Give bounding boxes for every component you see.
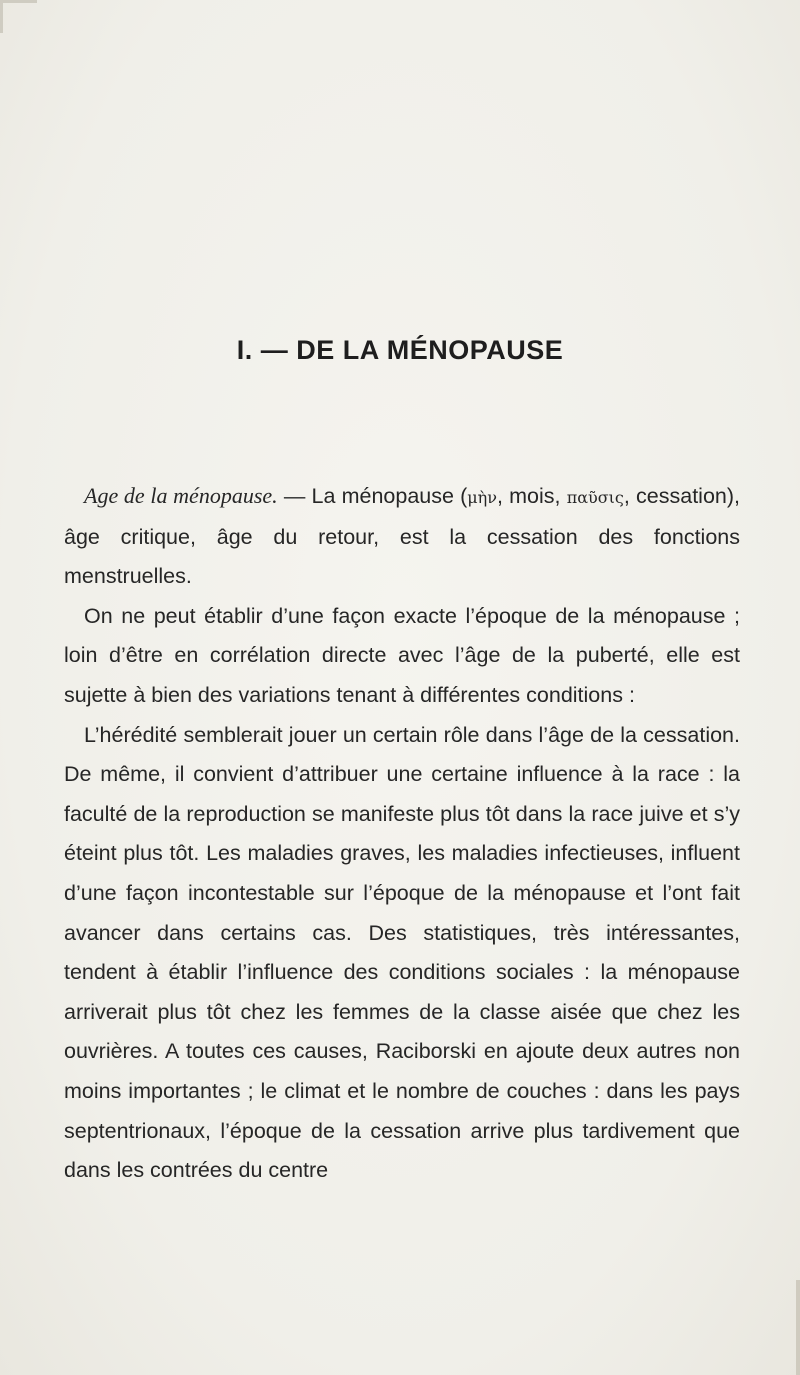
- greek-word-men: μὴν: [467, 488, 497, 507]
- paragraph-2: On ne peut établir d’une façon exacte l’époque de la ménopause ; loin d’être en corrélation directe avec l’âge de la puberté, elle est sujette à bien des variations tenant à différentes conditions :: [64, 603, 740, 707]
- greek-word-pausis: παῦσις: [566, 488, 624, 507]
- body-text: [64, 476, 740, 1191]
- chapter-title: I. — DE LA MÉNOPAUSE: [236, 335, 564, 365]
- page-corner-mark: [0, 0, 37, 33]
- paragraph-3: L’hérédité semblerait jouer un certain rôle dans l’âge de la cessation. De même, il convient d’attribuer une certaine influence à la race : la faculté de la reproduction se manifeste plus tôt dans la race juive et s’y éteint plus tôt. Les maladies graves, les maladies infectieuses, influent d’une façon incontestable sur l’époque de la ménopause et l’ont fait avancer dans certains cas. Des statistiques, très intéressantes, tendent à établir l’influence des conditions sociales : la ménopause arriverait plus tôt chez les femmes de la classe aisée que chez les ouvrières. A toutes ces causes, Raciborski en ajoute deux autres non moins importantes ; le climat et le nombre de couches : dans les pays septentrionaux, l’époque de la cessation arrive plus tardivement que dans les contrées du centre: [64, 722, 740, 1183]
- section-heading: Age de la ménopause.: [84, 483, 278, 508]
- paragraph-1-text-b: , mois,: [497, 484, 567, 508]
- page-edge-mark: [796, 1280, 800, 1375]
- paragraph-1-text-c: , cessation), âge critique, âge du retour, est la cessation des fonctions menstruelles.: [64, 484, 740, 589]
- paragraph-1-text-a: — La ménopause (: [277, 484, 468, 508]
- paragraph-1: [64, 476, 740, 597]
